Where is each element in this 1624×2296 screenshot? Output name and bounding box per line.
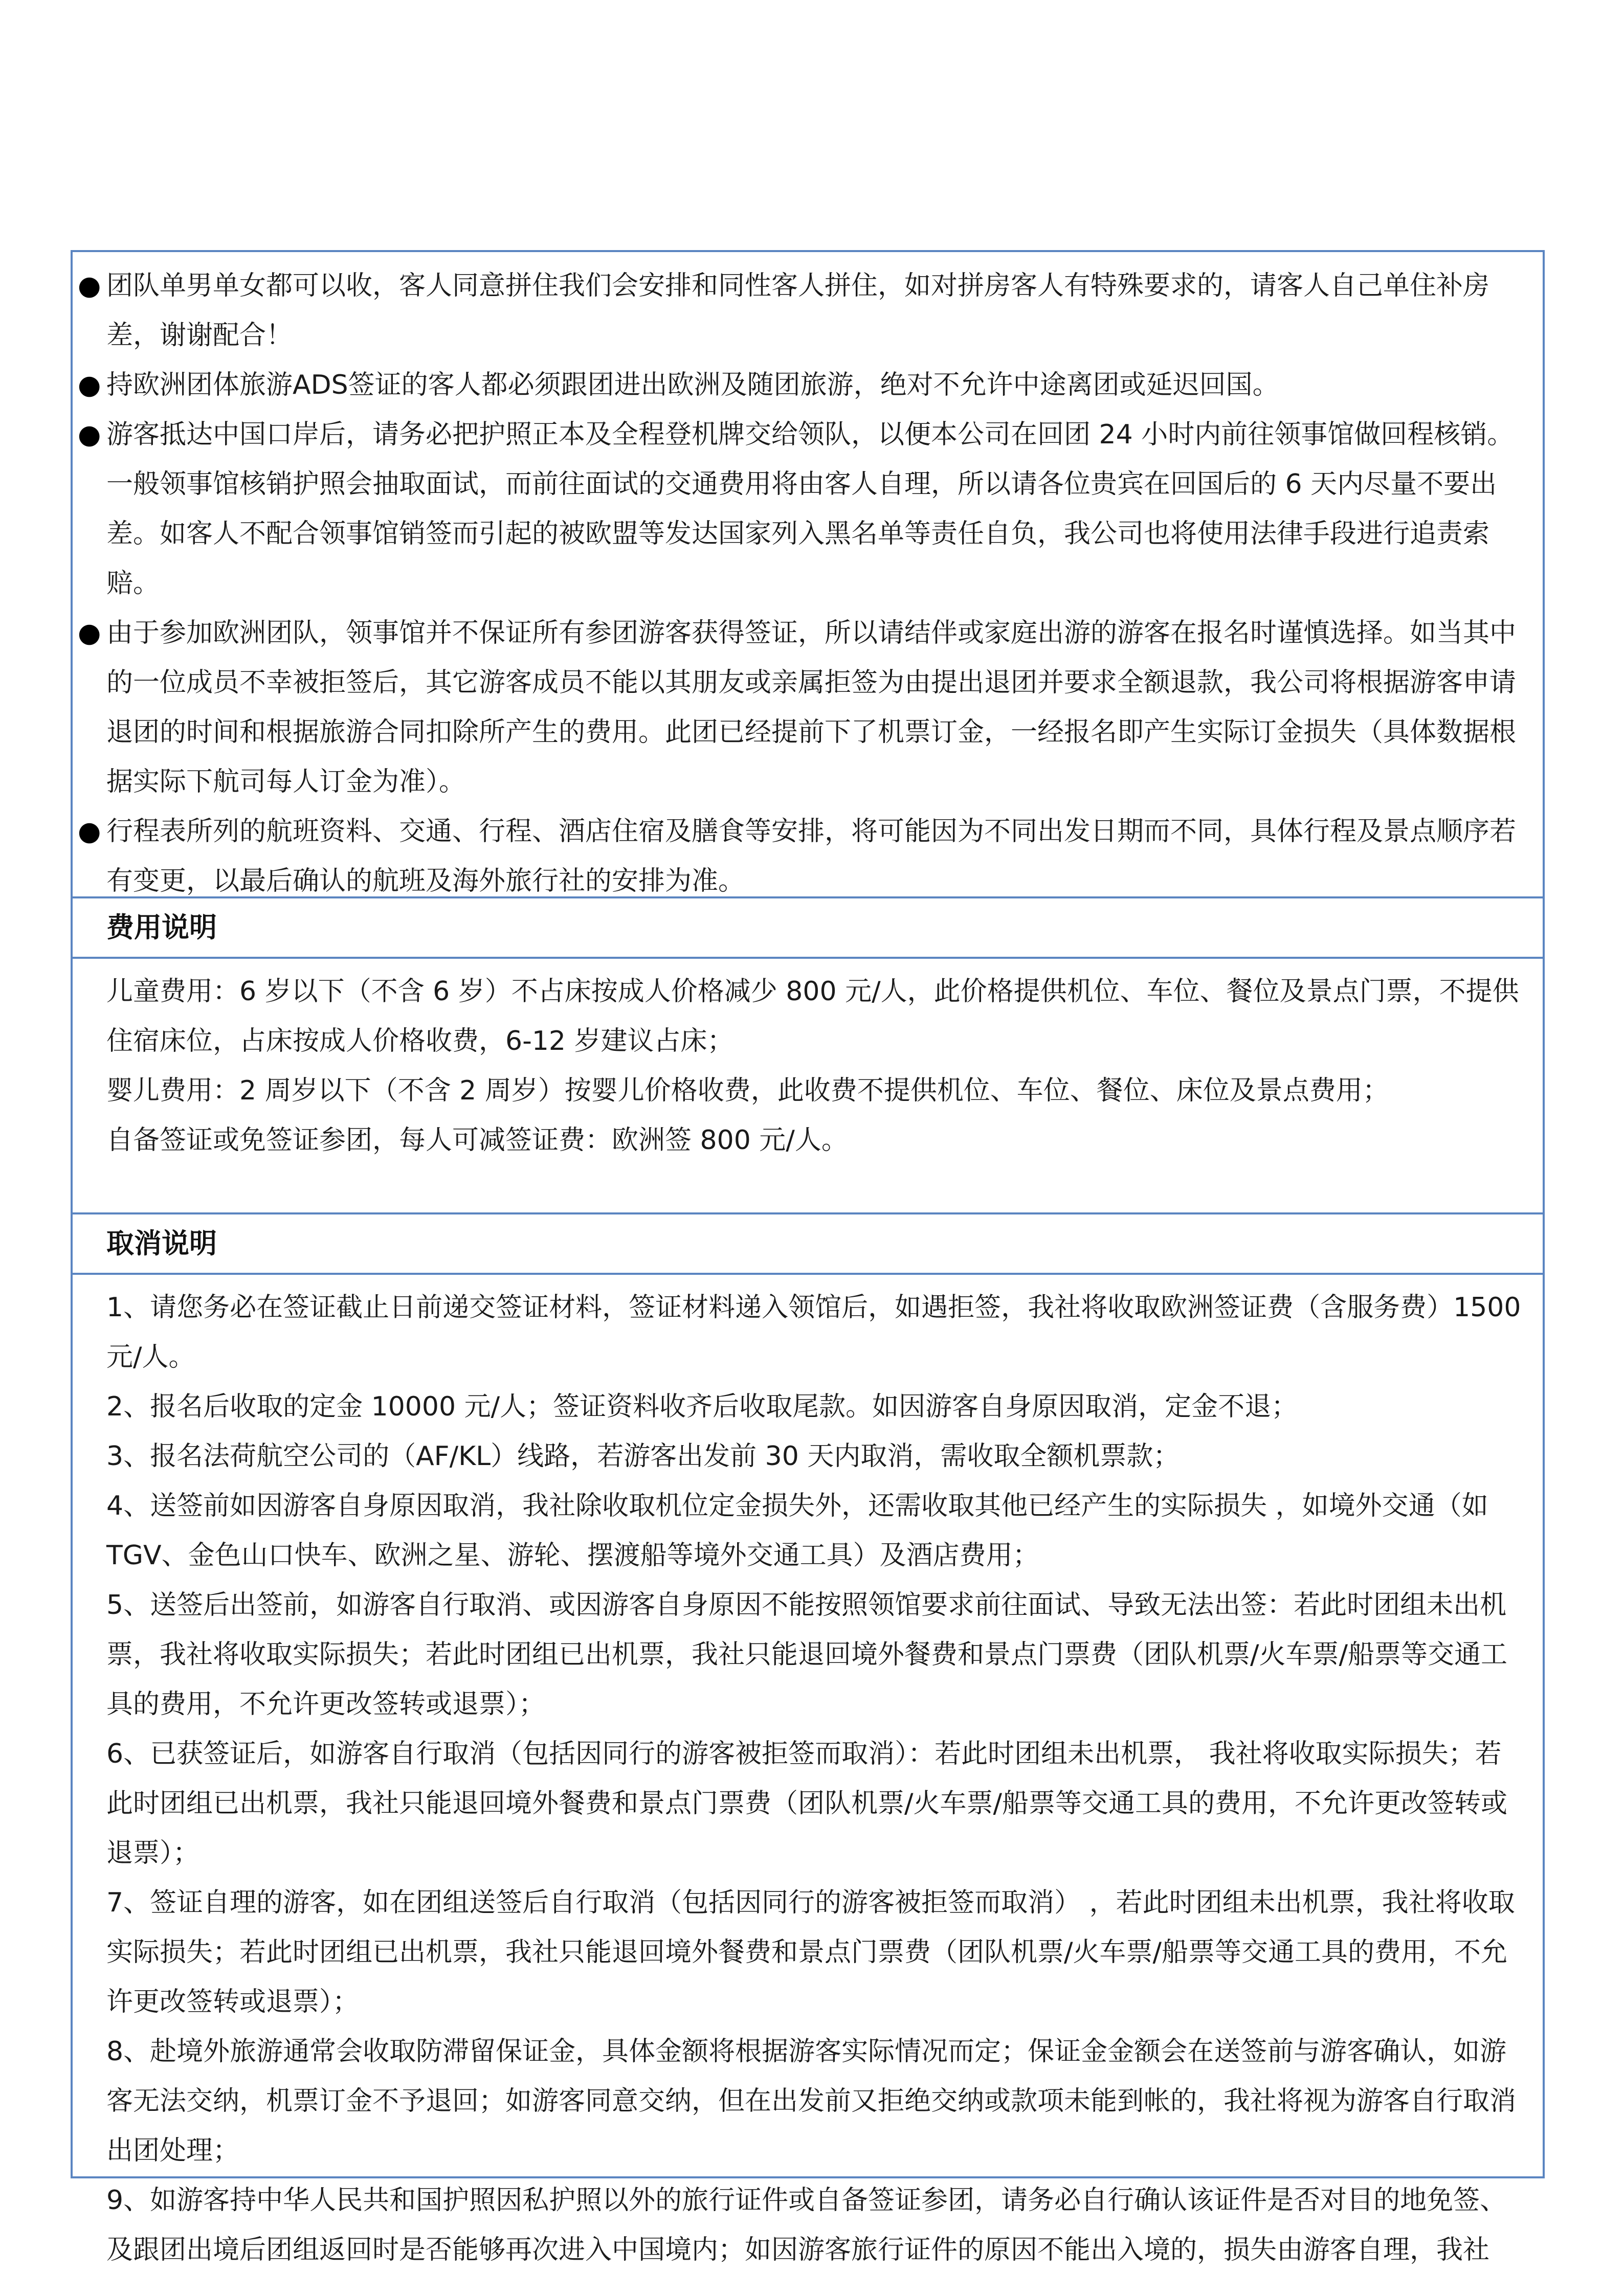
notes-section <box>73 252 1543 896</box>
bullet-icon: ● <box>78 370 101 400</box>
bullet-icon: ● <box>78 419 101 450</box>
fee-heading: 费用说明 <box>106 911 217 943</box>
cancellation-item: 3、报名法荷航空公司的（AF/KL）线路，若游客出发前 30 天内取消，需收取全额机票款； <box>106 1441 1180 1472</box>
cancellation-item: 9、如游客持中华人民共和国护照因私护照以外的旅行证件或自备签证参团，请务必自行确认该证件是否对目的地免签、及跟团出境后团组返回时是否能够再次进入中国境内；如因游客旅行证件的原因不能出入境的，损失由游客自理，我社 <box>106 2185 1507 2265</box>
note-item <box>78 361 1524 410</box>
fee-item: 婴儿费用：2 周岁以下（不含 2 周岁）按婴儿价格收费，此收费不提供机位、车位、餐位、床位及景点费用； <box>106 1075 1389 1106</box>
cancellation-item: 6、已获签证后，如游客自行取消（包括因同行的游客被拒签而取消）：若此时团组未出机票， 我社将收取实际损失；若此时团组已出机票，我社只能退回境外餐费和景点门票费（团队机票/火车票/船票等交通工具的费用，不允许更改签转或退票）； <box>106 1739 1508 1869</box>
note-text: 游客抵达中国口岸后，请务必把护照正本及全程登机牌交给领队，以便本公司在回团 24 小时内前往领事馆做回程核销。一般领事馆核销护照会抽取面试，而前往面试的交通费用将由客人自理，所以请各位贵宾在回国后的 6 天内尽量不要出差。如客人不配合领事馆销签而引起的被欧盟等发达国家列入黑名单等责任自负，我公司也将使用法律手段进行追责索赔。 <box>106 419 1514 599</box>
fee-section-header <box>73 896 1543 957</box>
bullet-icon: ● <box>78 618 101 648</box>
fee-item: 自备签证或免签证参团，每人可减签证费：欧洲签 800 元/人。 <box>106 1125 848 1156</box>
cancellation-item: 2、报名后收取的定金 10000 元/人；签证资料收齐后收取尾款。如因游客自身原因取消，定金不退； <box>106 1391 1298 1422</box>
bullet-icon: ● <box>78 271 101 301</box>
cancellation-item: 7、签证自理的游客，如在团组送签后自行取消（包括因同行的游客被拒签而取消） ，若此时团组未出机票，我社将收取实际损失；若此时团组已出机票，我社只能退回境外餐费和景点门票费（团队机票/火车票/船票等交通工具的费用，不允许更改签转或退票）； <box>106 1887 1515 2017</box>
fee-item: 儿童费用：6 岁以下（不含 6 岁）不占床按成人价格减少 800 元/人，此价格提供机位、车位、餐位及景点门票，不提供住宿床位，占床按成人价格收费，6-12 岁建议占床； <box>106 976 1519 1056</box>
cancellation-section-header <box>73 1212 1543 1273</box>
cancellation-item: 1、请您务必在签证截止日前递交签证材料，签证材料递入领馆后，如遇拒签，我社将收取欧洲签证费（含服务费）1500 元/人。 <box>106 1292 1521 1372</box>
note-item <box>78 609 1524 807</box>
cancellation-item: 5、送签后出签前，如游客自行取消、或因游客自身原因不能按照领馆要求前往面试、导致无法出签：若此时团组未出机票，我社将收取实际损失；若此时团组已出机票，我社只能退回境外餐费和景点门票费（团队机票/火车票/船票等交通工具的费用，不允许更改签转或退票）； <box>106 1590 1508 1720</box>
bullet-icon: ● <box>78 816 101 847</box>
note-text: 行程表所列的航班资料、交通、行程、酒店住宿及膳食等安排，将可能因为不同出发日期而不同，具体行程及景点顺序若有变更，以最后确认的航班及海外旅行社的安排为准。 <box>106 816 1517 896</box>
note-item <box>78 410 1524 609</box>
note-text: 持欧洲团体旅游ADS签证的客人都必须跟团进出欧洲及随团旅游，绝对不允许中途离团或延迟回国。 <box>106 370 1279 400</box>
cancellation-item: 8、赴境外旅游通常会收取防滞留保证金，具体金额将根据游客实际情况而定；保证金金额会在送签前与游客确认，如游客无法交纳，机票订金不予退回；如游客同意交纳，但在出发前又拒绝交纳或款项未能到帐的，我社将视为游客自行取消出团处理； <box>106 2036 1517 2166</box>
document-table <box>71 250 1545 2265</box>
note-item <box>78 261 1524 361</box>
cancellation-heading: 取消说明 <box>106 1227 217 1259</box>
note-item <box>78 807 1524 906</box>
note-text: 由于参加欧洲团队，领事馆并不保证所有参团游客获得签证，所以请结伴或家庭出游的游客在报名时谨慎选择。如当其中的一位成员不幸被拒签后，其它游客成员不能以其朋友或亲属拒签为由提出退团并要求全额退款，我公司将根据游客申请退团的时间和根据旅游合同扣除所产生的费用。此团已经提前下了机票订金，一经报名即产生实际订金损失（具体数据根据实际下航司每人订金为准）。 <box>106 618 1517 797</box>
note-text: 团队单男单女都可以收，客人同意拼住我们会安排和同性客人拼住，如对拼房客人有特殊要求的，请客人自己单住补房差，谢谢配合！ <box>106 271 1490 351</box>
cancellation-section-body <box>73 1273 1543 2265</box>
cancellation-item: 4、送签前如因游客自身原因取消，我社除收取机位定金损失外，还需收取其他已经产生的实际损失 ，如境外交通（如TGV、金色山口快车、欧洲之星、游轮、摆渡船等境外交通工具）及酒店费用； <box>106 1491 1488 1571</box>
